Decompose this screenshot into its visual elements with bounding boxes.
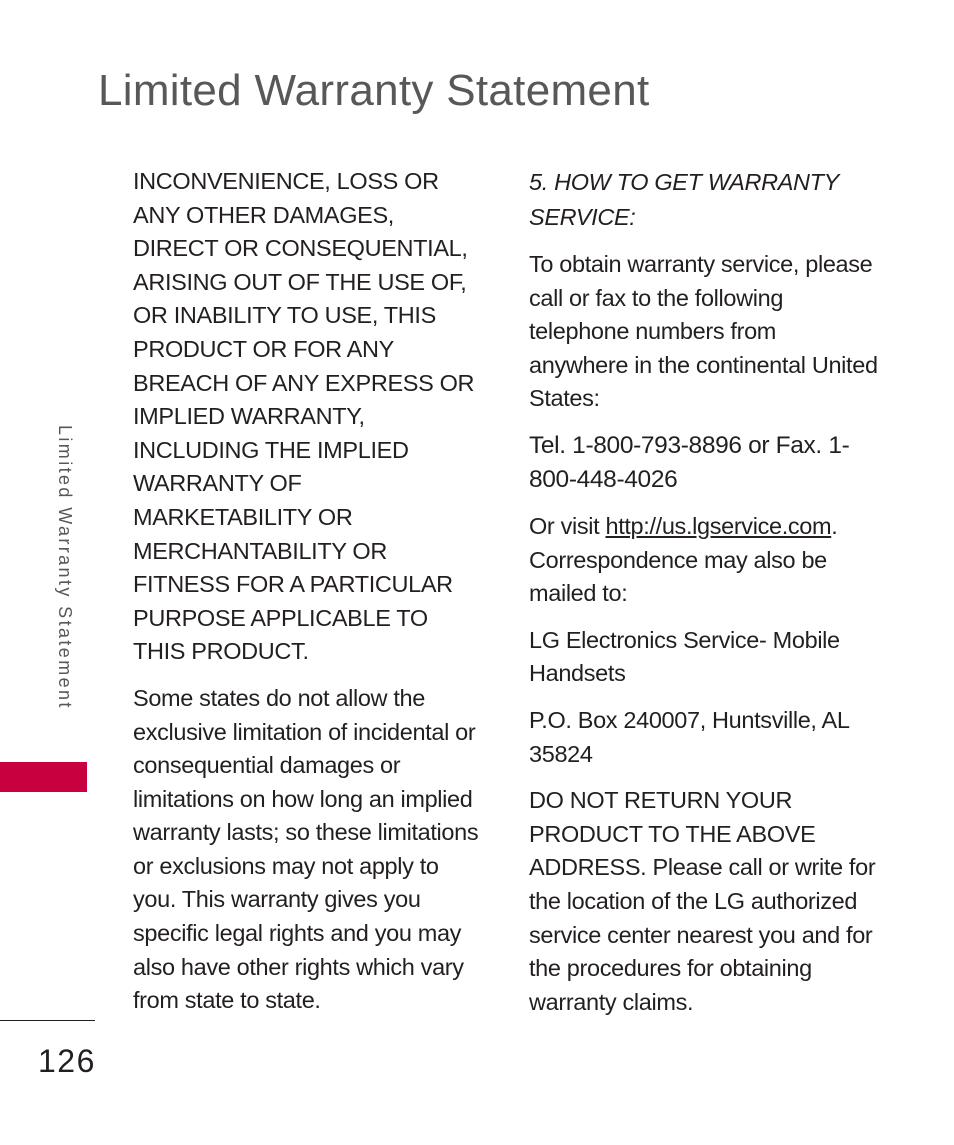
return-warning-rest: . Please call or write for the location of the LG authorized service center nearest you and for the procedures for obtaining warranty claims. <box>529 854 876 1015</box>
return-warning-paragraph <box>529 784 881 1019</box>
mailing-address-box: P.O. Box 240007, Huntsville, AL 35824 <box>529 706 849 767</box>
service-intro-paragraph: To obtain warranty service, please call or fax to the following telephone numbers from anywhere in the continental United States: <box>529 251 878 412</box>
section-heading: 5. HOW TO GET WARRANTY SERVICE: <box>529 169 839 230</box>
right-column <box>529 165 881 1032</box>
page-title: Limited Warranty Statement <box>98 66 650 115</box>
left-column <box>133 165 485 1031</box>
visit-prefix: Or visit <box>529 512 606 539</box>
tel-fax-numbers: Tel. 1-800-793-8896 or Fax. 1-800-448-4026 <box>529 431 850 493</box>
service-website-link[interactable]: http://us.lgservice.com <box>605 512 832 539</box>
side-tab-marker <box>0 762 87 792</box>
page-number: 126 <box>38 1043 96 1079</box>
return-warning-caps: DO NOT RETURN YOUR PRODUCT TO THE ABOVE ADDRESS <box>529 787 816 881</box>
mailing-address-name: LG Electronics Service- Mobile Handsets <box>529 626 840 687</box>
footer-divider <box>0 1020 95 1021</box>
disclaimer-caps-paragraph: INCONVENIENCE, LOSS OR ANY OTHER DAMAGES, DIRECT OR CONSEQUENTIAL, ARISING OUT OF THE USE OF, OR INABILITY TO USE, THIS PRODUCT OR FOR ANY BREACH OF ANY EXPRESS OR IMPLIED WARRANTY, INCLUDING THE IMPLIED WARRANTY OF MARKETABILITY OR MERCHANTABILITY OR FITNESS FOR A PARTICULAR PURPOSE APPLICABLE TO THIS PRODUCT. <box>133 168 475 665</box>
side-tab-label: Limited Warranty Statement <box>55 425 75 710</box>
visit-paragraph <box>529 510 881 611</box>
visit-suffix: . Correspondence may also be mailed to: <box>529 512 838 607</box>
state-rights-paragraph: Some states do not allow the exclusive limitation of incidental or consequential damages or limitations on how long an implied warranty lasts; so these limitations or exclusions may not apply to you. This warranty gives you specific legal rights and you may also have other rights which vary from state to state. <box>133 684 479 1014</box>
